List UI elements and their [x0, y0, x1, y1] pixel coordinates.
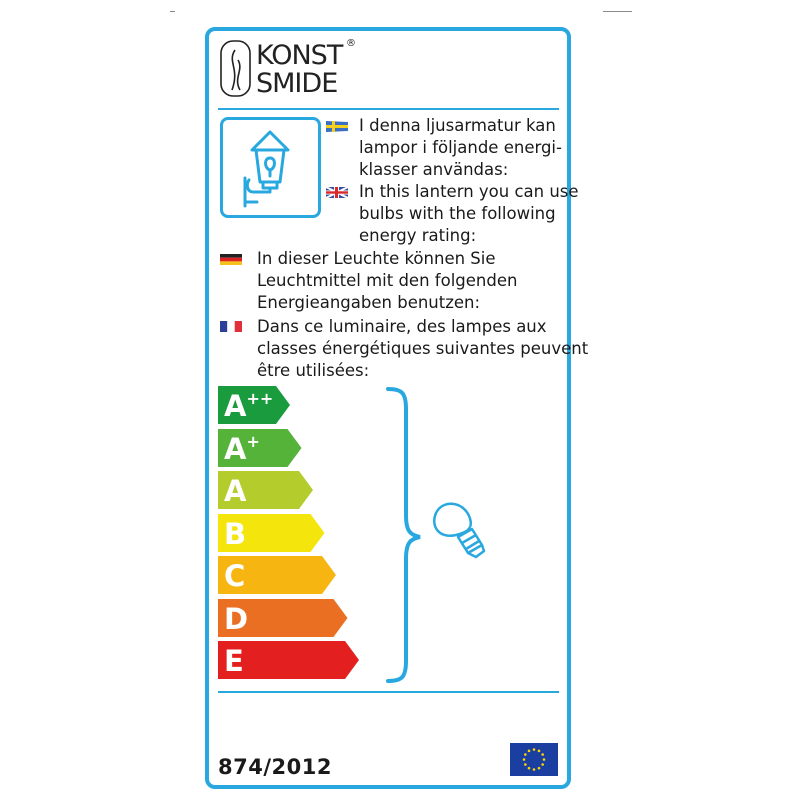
flag-gb-icon [326, 187, 348, 198]
flag-de-icon [220, 254, 242, 265]
energy-class-label: A++ [224, 389, 274, 423]
energy-class-3 [218, 471, 368, 511]
bulb-icon [434, 504, 484, 557]
energy-class-label: C [224, 559, 246, 593]
energy-class-label: A+ [224, 431, 260, 466]
registered-mark: ® [346, 38, 356, 49]
energy-class-label: A [224, 474, 247, 508]
eu-star [533, 768, 536, 771]
regulation-number: 874/2012 [218, 755, 332, 779]
bottom-divider [218, 691, 559, 693]
eu-star [528, 750, 531, 753]
eu-star [523, 758, 526, 761]
eu-star [538, 767, 541, 770]
energy-class-2 [218, 429, 368, 469]
eu-flag-icon [510, 743, 558, 776]
energy-class-label: D [224, 601, 249, 636]
energy-class-label: B [224, 516, 247, 551]
crop-mark-right [603, 11, 632, 12]
eu-star [524, 763, 527, 766]
eu-star [528, 767, 531, 770]
top-divider [218, 108, 559, 110]
eu-star [543, 758, 546, 761]
lantern-icon-box [220, 117, 321, 218]
flag-se-icon [326, 121, 348, 132]
eu-star [524, 753, 527, 756]
energy-class-4 [218, 514, 368, 554]
text-english: In this lantern you can use bulbs with the following energy rating: [359, 182, 579, 245]
curly-brace-icon [388, 389, 420, 681]
energy-class-6 [218, 599, 368, 639]
brand-line2: SMIDE [256, 68, 338, 99]
eu-star [538, 750, 541, 753]
energy-class-label: E [224, 644, 244, 678]
wall-lantern-icon [223, 120, 318, 215]
flag-fr-icon [220, 321, 242, 332]
eu-star [541, 753, 544, 756]
eu-star [533, 748, 536, 751]
eu-star [541, 763, 544, 766]
brand-line1: KONST [256, 40, 343, 71]
text-swedish: I denna ljusarmatur kan lampor i följande energi- klasser användas: [359, 116, 562, 179]
brace-and-bulb [380, 385, 500, 685]
crop-mark-left [170, 11, 175, 12]
energy-class-7 [218, 641, 368, 681]
energy-class-5 [218, 556, 368, 596]
text-german: In dieser Leuchte können Sie Leuchtmittel mit den folgenden Energieangaben benutzen: [257, 249, 518, 312]
text-french: Dans ce luminaire, des lampes aux classes énergétiques suivantes peuvent être utilisées: [257, 317, 589, 380]
energy-class-1 [218, 386, 368, 426]
